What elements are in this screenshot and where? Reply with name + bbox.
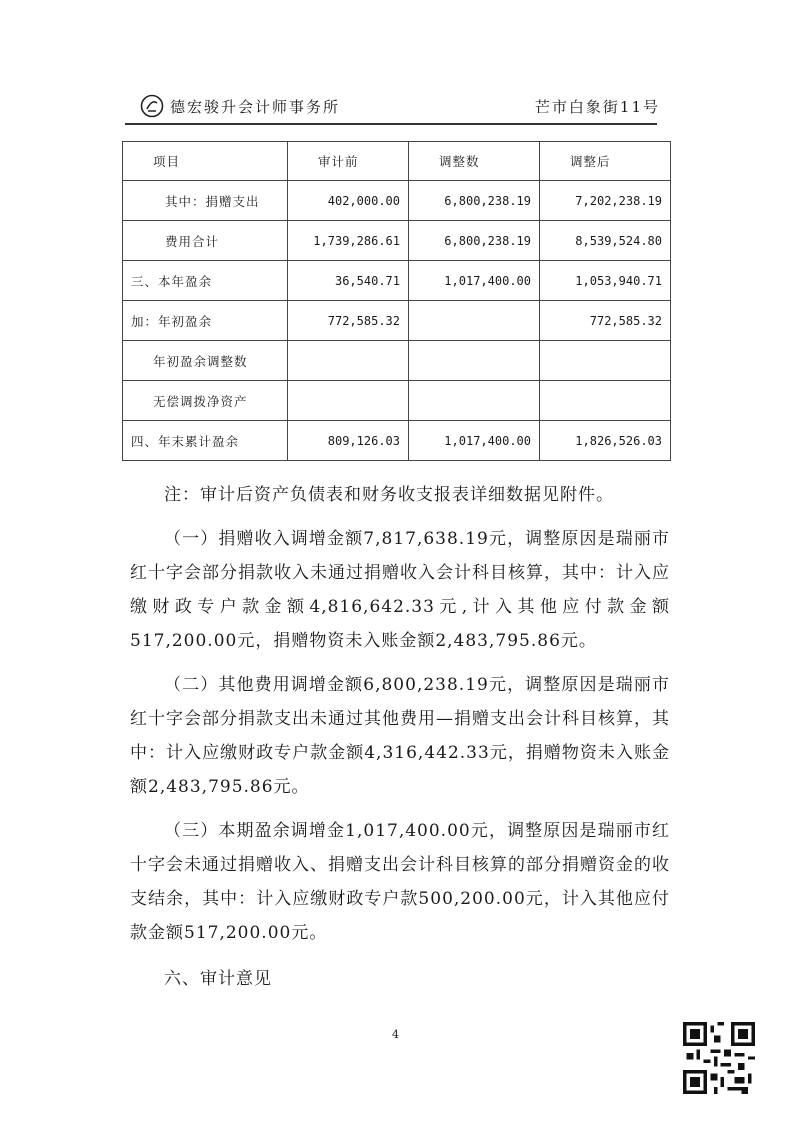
row-after bbox=[540, 341, 671, 381]
row-before: 809,126.03 bbox=[288, 421, 409, 461]
col-header-after: 调整后 bbox=[540, 142, 671, 181]
table-row bbox=[123, 381, 671, 421]
row-adjust bbox=[409, 301, 540, 341]
row-adjust: 1,017,400.00 bbox=[409, 421, 540, 461]
page-number: 4 bbox=[392, 1028, 399, 1041]
table-row bbox=[123, 221, 671, 261]
paragraph-surplus-adjustment: （三）本期盈余调增金1,017,400.00元，调整原因是瑞丽市红十字会未通过捐赠收入、捐赠支出会计科目核算的部分捐赠资金的收支结余，其中：计入应缴财政专户款500,200.00元，计入其他应付款金额517,200.00元。 bbox=[130, 821, 670, 943]
row-item: 其中：捐赠支出 bbox=[123, 181, 288, 221]
table-row bbox=[123, 421, 671, 461]
page-header bbox=[140, 92, 660, 122]
row-item: 无偿调拨净资产 bbox=[123, 381, 288, 421]
table-row bbox=[123, 181, 671, 221]
table-row bbox=[123, 301, 671, 341]
row-adjust bbox=[409, 381, 540, 421]
row-after: 772,585.32 bbox=[540, 301, 671, 341]
paragraph-income-adjustment: （一）捐赠收入调增金额7,817,638.19元，调整原因是瑞丽市红十字会部分捐款收入未通过捐赠收入会计科目核算，其中：计入应缴财政专户款金额4,816,642.33元,计入其他应付款金额517,200.00元，捐赠物资未入账金额2,483,795.86元。 bbox=[130, 529, 670, 651]
table-row bbox=[123, 261, 671, 301]
row-after: 7,202,238.19 bbox=[540, 181, 671, 221]
row-after: 1,053,940.71 bbox=[540, 261, 671, 301]
row-after bbox=[540, 381, 671, 421]
row-before: 402,000.00 bbox=[288, 181, 409, 221]
row-before: 1,739,286.61 bbox=[288, 221, 409, 261]
col-header-before: 审计前 bbox=[288, 142, 409, 181]
firm-logo-icon bbox=[140, 94, 164, 118]
col-header-adjust: 调整数 bbox=[409, 142, 540, 181]
row-before: 36,540.71 bbox=[288, 261, 409, 301]
table-row bbox=[123, 341, 671, 381]
row-adjust: 1,017,400.00 bbox=[409, 261, 540, 301]
body-text bbox=[130, 478, 670, 1006]
firm-address: 芒市白象街11号 bbox=[534, 98, 660, 116]
paragraph-expense-adjustment: （二）其他费用调增金额6,800,238.19元，调整原因是瑞丽市红十字会部分捐款支出未通过其他费用—捐赠支出会计科目核算，其中：计入应缴财政专户款金额4,316,442.33元，捐赠物资未入账金额2,483,795.86元。 bbox=[130, 675, 670, 797]
row-item: 三、本年盈余 bbox=[123, 261, 288, 301]
firm-name: 德宏骏升会计师事务所 bbox=[170, 98, 341, 116]
row-item: 加：年初盈余 bbox=[123, 301, 288, 341]
col-header-item: 项目 bbox=[123, 142, 288, 181]
row-after: 8,539,524.80 bbox=[540, 221, 671, 261]
table-header-row bbox=[123, 142, 671, 181]
row-adjust: 6,800,238.19 bbox=[409, 181, 540, 221]
row-before bbox=[288, 341, 409, 381]
row-adjust bbox=[409, 341, 540, 381]
row-after: 1,826,526.03 bbox=[540, 421, 671, 461]
row-item: 四、年末累计盈余 bbox=[123, 421, 288, 461]
adjustment-table bbox=[122, 141, 671, 461]
section-heading-audit-opinion: 六、审计意见 bbox=[164, 969, 272, 989]
row-adjust: 6,800,238.19 bbox=[409, 221, 540, 261]
row-item: 费用合计 bbox=[123, 221, 288, 261]
row-before bbox=[288, 381, 409, 421]
note-paragraph: 注：审计后资产负债表和财务收支报表详细数据见附件。 bbox=[164, 485, 614, 505]
qr-code-icon bbox=[683, 1022, 755, 1094]
header-rule bbox=[125, 123, 657, 125]
row-item: 年初盈余调整数 bbox=[123, 341, 288, 381]
row-before: 772,585.32 bbox=[288, 301, 409, 341]
